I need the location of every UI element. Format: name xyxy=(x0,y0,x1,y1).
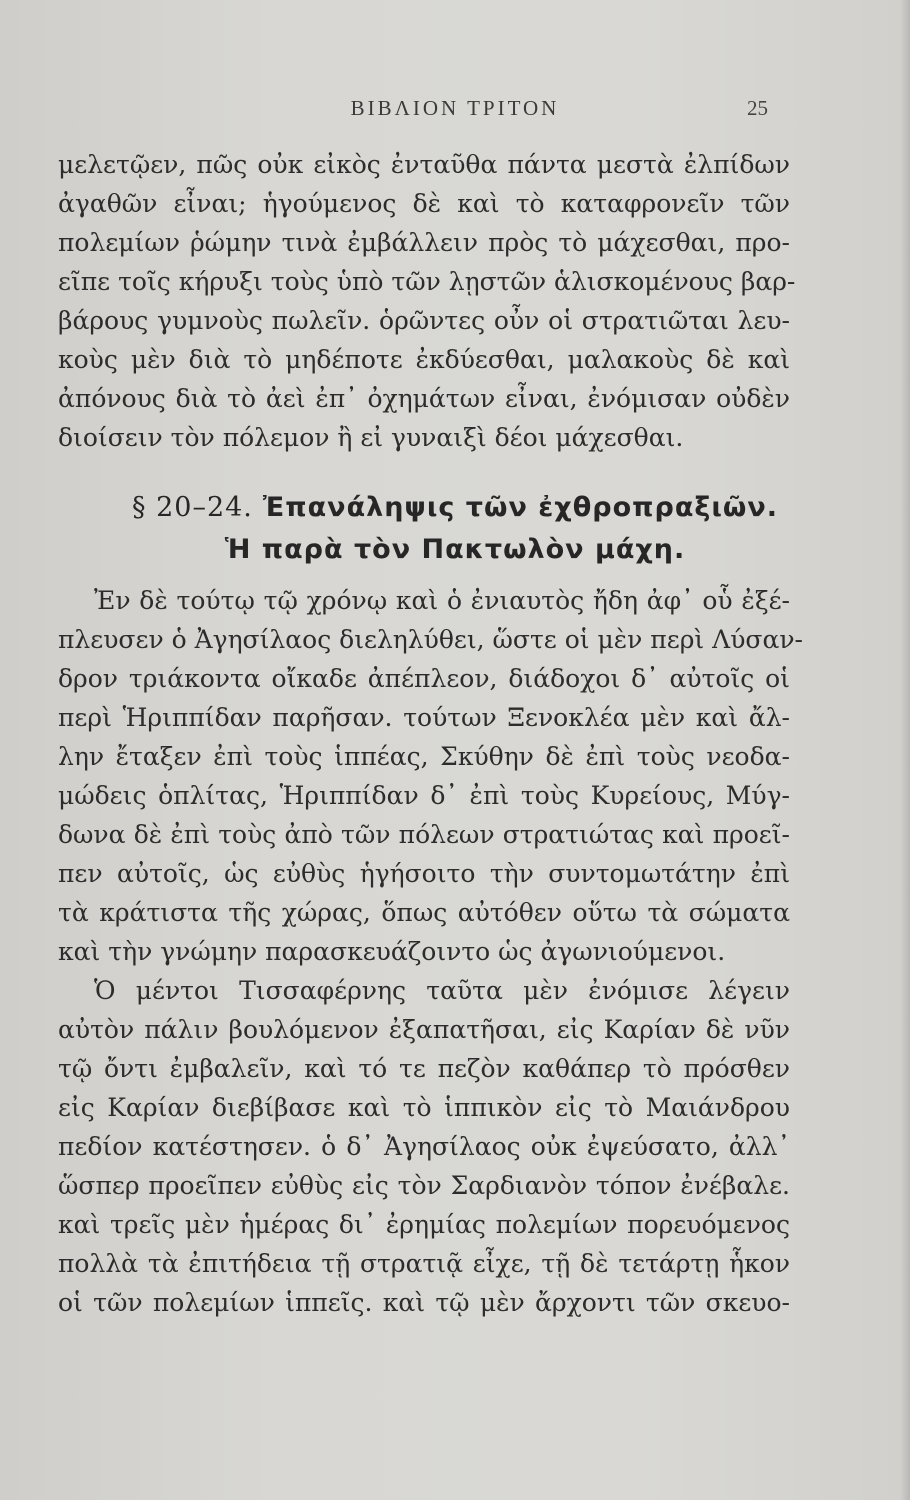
text-line: οἱ τῶν πολεμίων ἱππεῖς. καὶ τῷ μὲν ἄρχοντι τῶν σκευο- xyxy=(58,1288,790,1317)
text-line: πλευσεν ὁ Ἀγησίλαος διεληλύθει, ὥστε οἱ μὲν περὶ Λύσαν- xyxy=(58,625,803,654)
text-line: πεν αὐτοῖς, ὡς εὐθὺς ἡγήσοιτο τὴν συντομωτάτην ἐπὶ xyxy=(58,859,790,888)
text-line: λην ἔταξεν ἐπὶ τοὺς ἱππέας, Σκύθην δὲ ἐπὶ τοὺς νεοδα- xyxy=(58,742,790,771)
text-line: βάρους γυμνοὺς πωλεῖν. ὁρῶντες οὖν οἱ στρατιῶται λευ- xyxy=(58,306,790,335)
text-line: ἀγαθῶν εἶναι; ἡγούμενος δὲ καὶ τὸ καταφρονεῖν τῶν xyxy=(58,189,790,218)
text-line: μελετῷεν, πῶς οὐκ εἰκὸς ἐνταῦθα πάντα μεστὰ ἐλπίδων xyxy=(58,150,790,179)
text-line: κοὺς μὲν διὰ τὸ μηδέποτε ἐκδύεσθαι, μαλακοὺς δὲ καὶ xyxy=(58,345,790,374)
text-line: μώδεις ὁπλίτας, Ἡριππίδαν δ᾽ ἐπὶ τοὺς Κυρείους, Μύγ- xyxy=(58,781,790,810)
text-line: ἀπόνους διὰ τὸ ἀεὶ ἐπ᾽ ὀχημάτων εἶναι, ἐνόμισαν οὐδὲν xyxy=(58,384,790,413)
text-line: αὐτὸν πάλιν βουλόμενον ἐξαπατῆσαι, εἰς Καρίαν δὲ νῦν xyxy=(58,1015,790,1044)
text-line: εἰς Καρίαν διεβίβασε καὶ τὸ ἱππικὸν εἰς τὸ Μαιάνδρου xyxy=(58,1093,790,1122)
text-line: τὰ κράτιστα τῆς χώρας, ὅπως αὐτόθεν οὕτω τὰ σώματα xyxy=(58,898,790,927)
section-number: § 20–24. xyxy=(132,492,253,523)
text-line: καὶ τὴν γνώμην παρασκευάζοιντο ὡς ἀγωνιούμενοι. xyxy=(58,937,726,966)
text-line: διοίσειν τὸν πόλεμον ἢ εἰ γυναιξὶ δέοι μάχεσθαι. xyxy=(58,423,684,452)
page-edge-shadow xyxy=(900,0,910,1500)
section-title-part1: Ἐπανάληψις τῶν ἐχθροπραξιῶν. xyxy=(262,492,778,523)
section-heading-line1 xyxy=(0,492,910,523)
text-line: πολεμίων ῥώμην τινὰ ἐμβάλλειν πρὸς τὸ μάχεσθαι, προ- xyxy=(58,228,790,257)
text-line: πεδίον κατέστησεν. ὁ δ᾽ Ἀγησίλαος οὐκ ἐψεύσατο, ἀλλ᾽ xyxy=(58,1132,790,1161)
text-line: δωνα δὲ ἐπὶ τοὺς ἀπὸ τῶν πόλεων στρατιώτας καὶ προεῖ- xyxy=(58,820,790,849)
running-title: ΒΙΒΛΙΟΝ ΤΡΙΤΟΝ xyxy=(350,96,560,120)
text-line: εῖπε τοῖς κήρυξι τοὺς ὑπὸ τῶν λῃστῶν ἁλισκομένους βαρ- xyxy=(58,267,796,296)
running-head xyxy=(0,96,910,126)
text-line: τῷ ὄντι ἐμβαλεῖν, καὶ τό τε πεζὸν καθάπερ τὸ πρόσθεν xyxy=(58,1054,790,1083)
text-line: δρον τριάκοντα οἴκαδε ἀπέπλεον, διάδοχοι δ᾽ αὐτοῖς οἱ xyxy=(58,664,790,693)
text-line: περὶ Ἡριππίδαν παρῆσαν. τούτων Ξενοκλέα μὲν καὶ ἄλ- xyxy=(58,703,790,732)
text-line: ὥσπερ προεῖπεν εὐθὺς εἰς τὸν Σαρδιανὸν τόπον ἐνέβαλε. xyxy=(58,1171,790,1200)
text-line: Ἐν δὲ τούτῳ τῷ χρόνῳ καὶ ὁ ἐνιαυτὸς ἤδη ἀφ᾽ οὗ ἐξέ- xyxy=(94,586,790,615)
page-number: 25 xyxy=(747,96,768,120)
text-line: Ὁ μέντοι Τισσαφέρνης ταῦτα μὲν ἐνόμισε λέγειν xyxy=(94,976,790,1005)
text-line: πολλὰ τὰ ἐπιτήδεια τῇ στρατιᾷ εἶχε, τῇ δὲ τετάρτῃ ἧκον xyxy=(58,1249,790,1278)
text-line: καὶ τρεῖς μὲν ἡμέρας δι᾽ ἐρημίας πολεμίων πορευόμενος xyxy=(58,1210,790,1239)
section-heading-line2: Ἡ παρὰ τὸν Πακτωλὸν μάχη. xyxy=(224,534,686,565)
